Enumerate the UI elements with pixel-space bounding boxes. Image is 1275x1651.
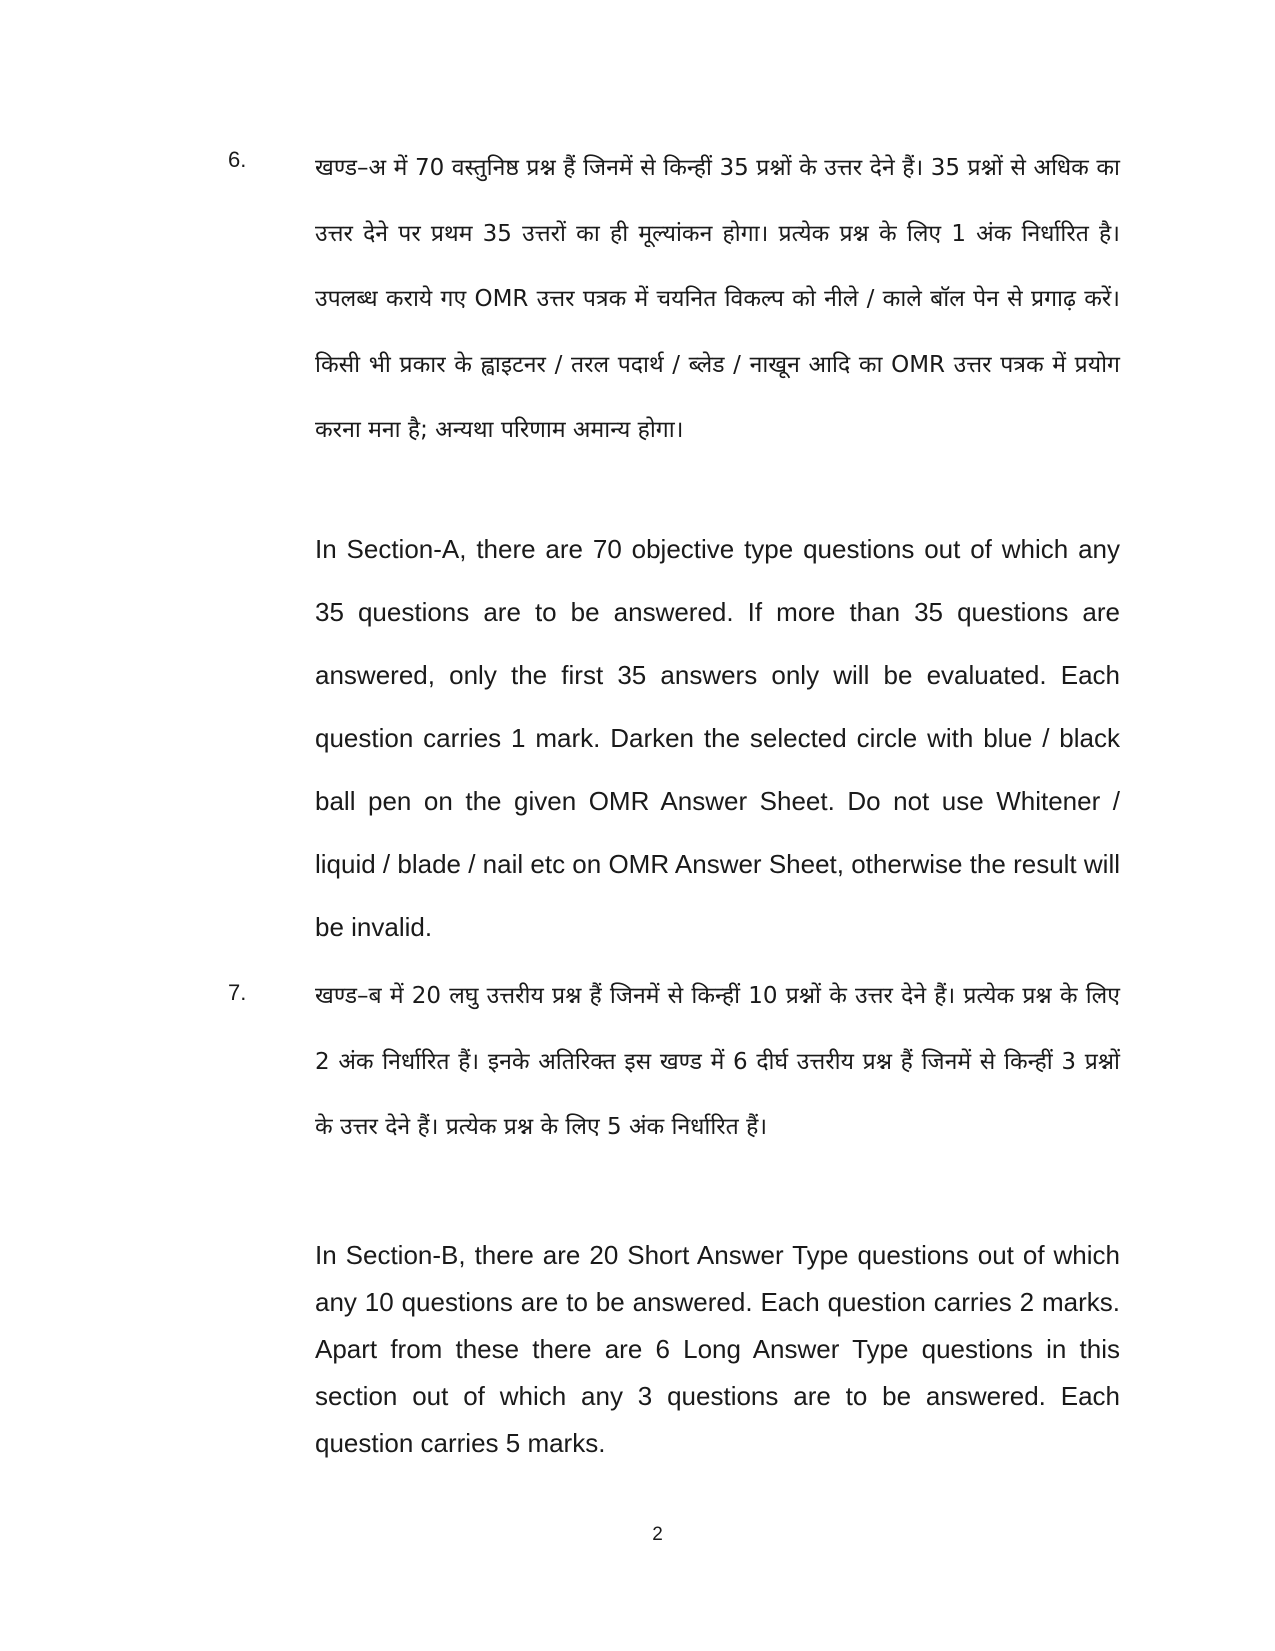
item-7-hindi-text: खण्ड–ब में 20 लघु उत्तरीय प्रश्न हैं जिनमें से किन्हीं 10 प्रश्नों के उत्तर देने हैं। प्रत्येक प्रश्न के लिए 2 अंक निर्धारित हैं। इनके अतिरिक्त इस खण्ड में 6 दीर्घ उत्तरीय प्रश्न हैं जिनमें से किन्हीं 3 प्रश्नों के उत्तर देने हैं। प्रत्येक प्रश्न के लिए 5 अंक निर्धारित हैं।: [315, 983, 1120, 1140]
item-number-7: 7.: [228, 980, 247, 1005]
item-6-english-text: In Section-A, there are 70 objective type questions out of which any 35 questions are to be answered. If more than 35 questions are answered, only the first 35 answers only will be evaluated. Each question carries 1 mark. Darken the selected circle with blue / black ball pen on the given OMR Answer Sheet. Do not use Whitener / liquid / blade / nail etc on OMR Answer Sheet, otherwise the result will be invalid.: [315, 534, 1120, 942]
item-6-hindi-text: खण्ड–अ में 70 वस्तुनिष्ठ प्रश्न हैं जिनमें से किन्हीं 35 प्रश्नों के उत्तर देने हैं। 35 प्रश्नों से अधिक का उत्तर देने पर प्रथम 35 उत्तरों का ही मूल्यांकन होगा। प्रत्येक प्रश्न के लिए 1 अंक निर्धारित है। उपलब्ध कराये गए OMR उत्तर पत्रक में चयनित विकल्प को नीले / काले बॉल पेन से प्रगाढ़ करें। किसी भी प्रकार के ह्वाइटनर / तरल पदार्थ / ब्लेड / नाखून आदि का OMR उत्तर पत्रक में प्रयोग करना मना है; अन्यथा परिणाम अमान्य होगा।: [315, 155, 1120, 443]
page-number: 2: [652, 1524, 663, 1545]
item-number-6: 6.: [228, 147, 247, 172]
item-7-english-text: In Section-B, there are 20 Short Answer Type questions out of which any 10 questions are to be answered. Each question carries 2 marks. Apart from these there are 6 Long Answer Type questions in this section out of which any 3 questions are to be answered. Each question carries 5 marks.: [315, 1240, 1120, 1458]
